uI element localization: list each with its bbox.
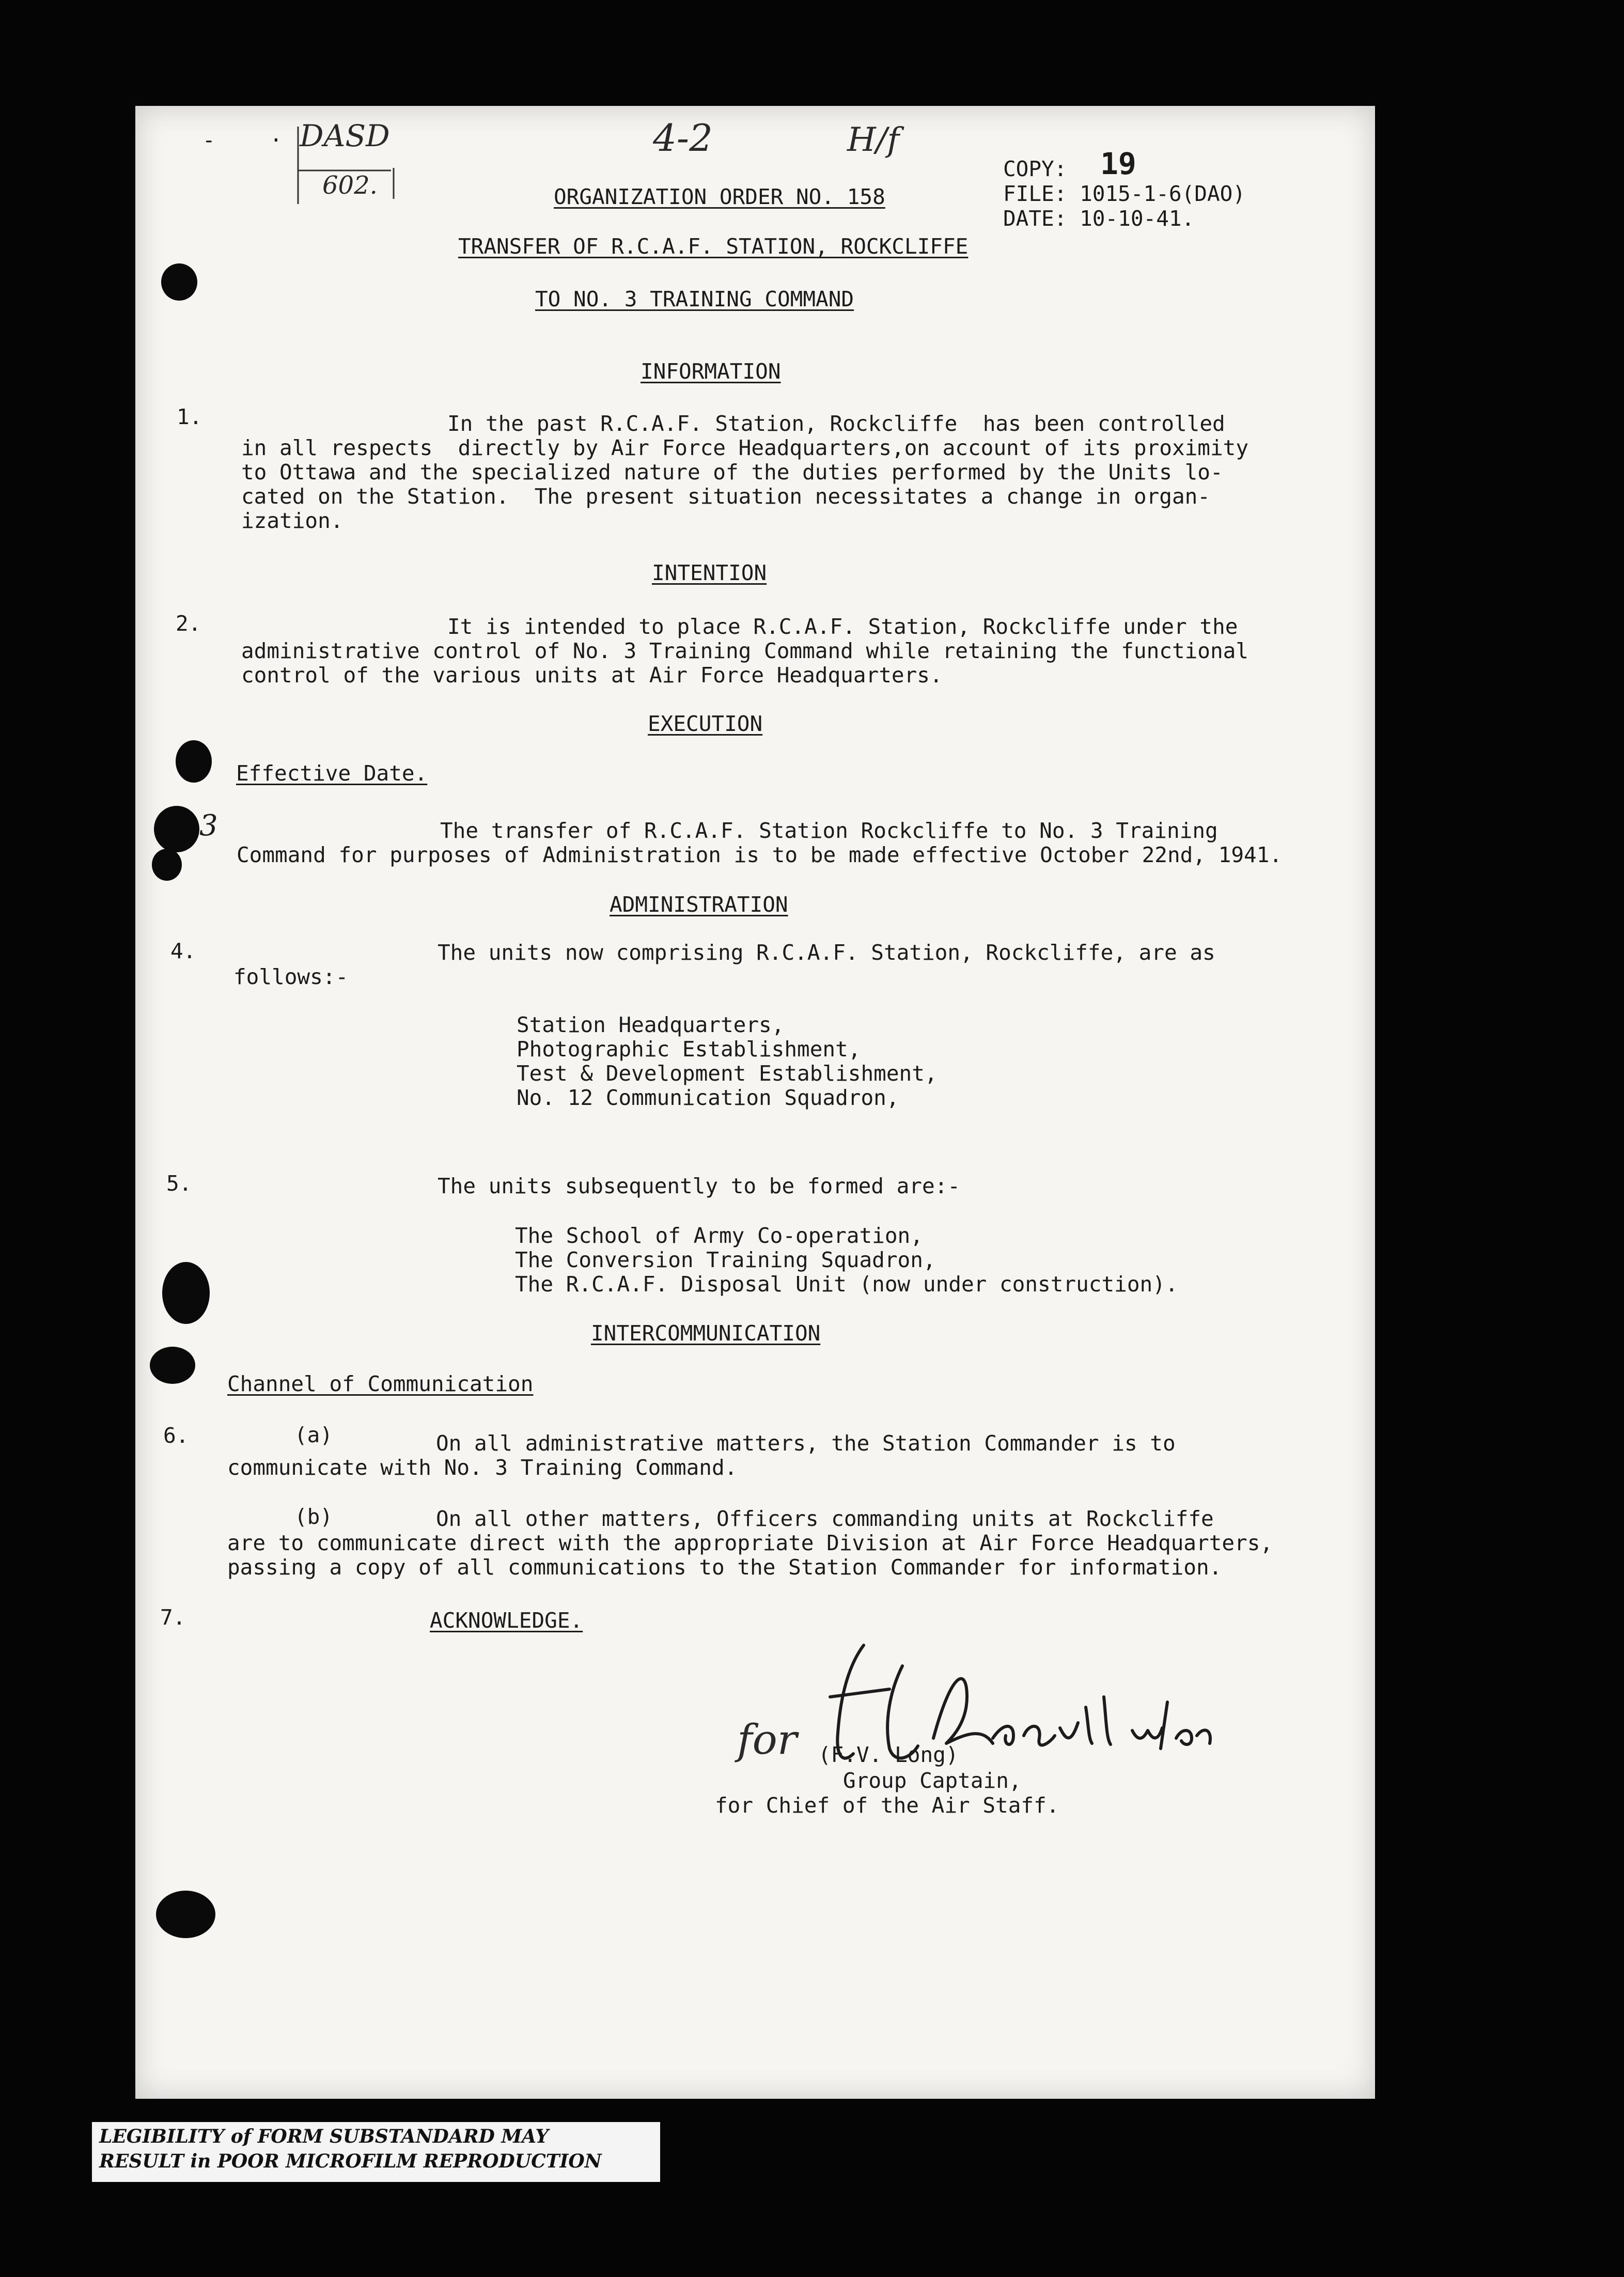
initials-handwritten: H/f bbox=[847, 121, 900, 159]
paragraph-6b-label: (b) bbox=[294, 1504, 333, 1529]
margin-dot: · bbox=[270, 128, 283, 152]
punch-hole bbox=[154, 806, 199, 852]
punch-hole bbox=[156, 1891, 215, 1938]
subheading-effective-date: Effective Date. bbox=[236, 761, 428, 786]
order-title-line1: TRANSFER OF R.C.A.F. STATION, ROCKCLIFFE bbox=[458, 234, 969, 259]
section-heading-administration: ADMINISTRATION bbox=[610, 892, 788, 917]
paragraph-3-line: Command for purposes of Administration is to be made effective October 22nd, 1941. bbox=[237, 843, 1283, 867]
signature-for-handwritten: for bbox=[737, 1715, 798, 1764]
paragraph-1-line: In the past R.C.A.F. Station, Rockcliffe has been controlled bbox=[447, 411, 1225, 436]
paragraph-number: 7. bbox=[160, 1605, 186, 1630]
legibility-note-line1: LEGIBILITY of FORM SUBSTANDARD MAY bbox=[99, 2126, 549, 2147]
punch-hole bbox=[152, 849, 182, 881]
paragraph-6a-line: On all administrative matters, the Station Commander is to bbox=[436, 1431, 1176, 1456]
stamp-number: 602. bbox=[322, 171, 378, 200]
paragraph-6b-line: are to communicate direct with the appropriate Division at Air Force Headquarters, bbox=[227, 1531, 1273, 1555]
section-heading-intention: INTENTION bbox=[652, 560, 767, 585]
paragraph-6a-label: (a) bbox=[294, 1423, 333, 1447]
paragraph-1-line: cated on the Station. The present situation necessitates a change in organ- bbox=[241, 484, 1210, 509]
paragraph-1-line: to Ottawa and the specialized nature of the duties performed by the Units lo- bbox=[241, 460, 1223, 485]
paragraph-number: 1. bbox=[177, 404, 202, 429]
unit-list-item: Station Headquarters, bbox=[517, 1012, 785, 1037]
punch-hole bbox=[161, 263, 197, 301]
order-date: DATE: 10-10-41. bbox=[1003, 206, 1195, 231]
unit-list-item: The R.C.A.F. Disposal Unit (now under construction). bbox=[515, 1272, 1178, 1297]
section-heading-intercommunication: INTERCOMMUNICATION bbox=[591, 1321, 821, 1346]
stamp-bracket bbox=[293, 118, 401, 209]
section-heading-information: INFORMATION bbox=[641, 359, 781, 384]
paragraph-2-line: It is intended to place R.C.A.F. Station, Rockcliffe under the bbox=[447, 614, 1238, 639]
order-number: ORGANIZATION ORDER NO. 158 bbox=[554, 184, 885, 209]
paragraph-4-line: follows:- bbox=[233, 964, 349, 989]
paragraph-number-handwritten: 3 bbox=[199, 809, 218, 843]
copy-number: 19 bbox=[1100, 146, 1136, 181]
unit-list-item: The School of Army Co-operation, bbox=[515, 1223, 923, 1248]
paragraph-3-line: The transfer of R.C.A.F. Station Rockcliffe to No. 3 Training bbox=[440, 818, 1218, 843]
file-reference-handwritten: 4-2 bbox=[653, 116, 713, 160]
unit-list-item: Test & Development Establishment, bbox=[517, 1061, 938, 1086]
paragraph-2-line: administrative control of No. 3 Training Command while retaining the functional bbox=[241, 638, 1249, 663]
subheading-channel-of-communication: Channel of Communication bbox=[227, 1371, 534, 1396]
paragraph-6b-line: On all other matters, Officers commanding units at Rockcliffe bbox=[436, 1506, 1214, 1531]
signatory-rank: Group Captain, bbox=[843, 1768, 1022, 1793]
unit-list-item: No. 12 Communication Squadron, bbox=[517, 1085, 899, 1110]
punch-hole bbox=[150, 1347, 195, 1384]
stamp-dasd: DASD bbox=[300, 118, 390, 153]
signatory-role: for Chief of the Air Staff. bbox=[715, 1793, 1059, 1818]
section-heading-execution: EXECUTION bbox=[648, 711, 763, 736]
margin-dash: - bbox=[202, 128, 215, 152]
paragraph-5-line: The units subsequently to be formed are:- bbox=[438, 1174, 961, 1198]
paragraph-1-line: in all respects directly by Air Force Headquarters,on account of its proximity bbox=[241, 435, 1249, 460]
acknowledge-instruction: ACKNOWLEDGE. bbox=[430, 1608, 583, 1633]
paragraph-number: 6. bbox=[163, 1423, 189, 1448]
punch-hole bbox=[162, 1262, 210, 1324]
signatory-name: (F.V. Long) bbox=[818, 1742, 959, 1767]
paragraph-number: 4. bbox=[170, 939, 196, 963]
paragraph-6b-line: passing a copy of all communications to the Station Commander for information. bbox=[227, 1555, 1222, 1580]
unit-list-item: The Conversion Training Squadron, bbox=[515, 1247, 936, 1272]
punch-hole bbox=[176, 740, 212, 783]
document-page bbox=[135, 106, 1375, 2099]
unit-list-item: Photographic Establishment, bbox=[517, 1037, 861, 1062]
copy-label: COPY: bbox=[1003, 157, 1067, 181]
paragraph-2-line: control of the various units at Air Force Headquarters. bbox=[241, 663, 943, 688]
paragraph-number: 5. bbox=[166, 1171, 192, 1196]
microfilm-legibility-note bbox=[92, 2122, 660, 2182]
paragraph-6a-line: communicate with No. 3 Training Command. bbox=[227, 1455, 738, 1480]
legibility-note-line2: RESULT in POOR MICROFILM REPRODUCTION bbox=[99, 2150, 602, 2172]
paragraph-number: 2. bbox=[176, 611, 201, 636]
paragraph-1-line: ization. bbox=[241, 508, 343, 533]
paragraph-4-line: The units now comprising R.C.A.F. Station, Rockcliffe, are as bbox=[438, 940, 1215, 965]
file-reference: FILE: 1015-1-6(DAO) bbox=[1003, 181, 1245, 206]
order-title-line2: TO NO. 3 TRAINING COMMAND bbox=[535, 287, 854, 311]
